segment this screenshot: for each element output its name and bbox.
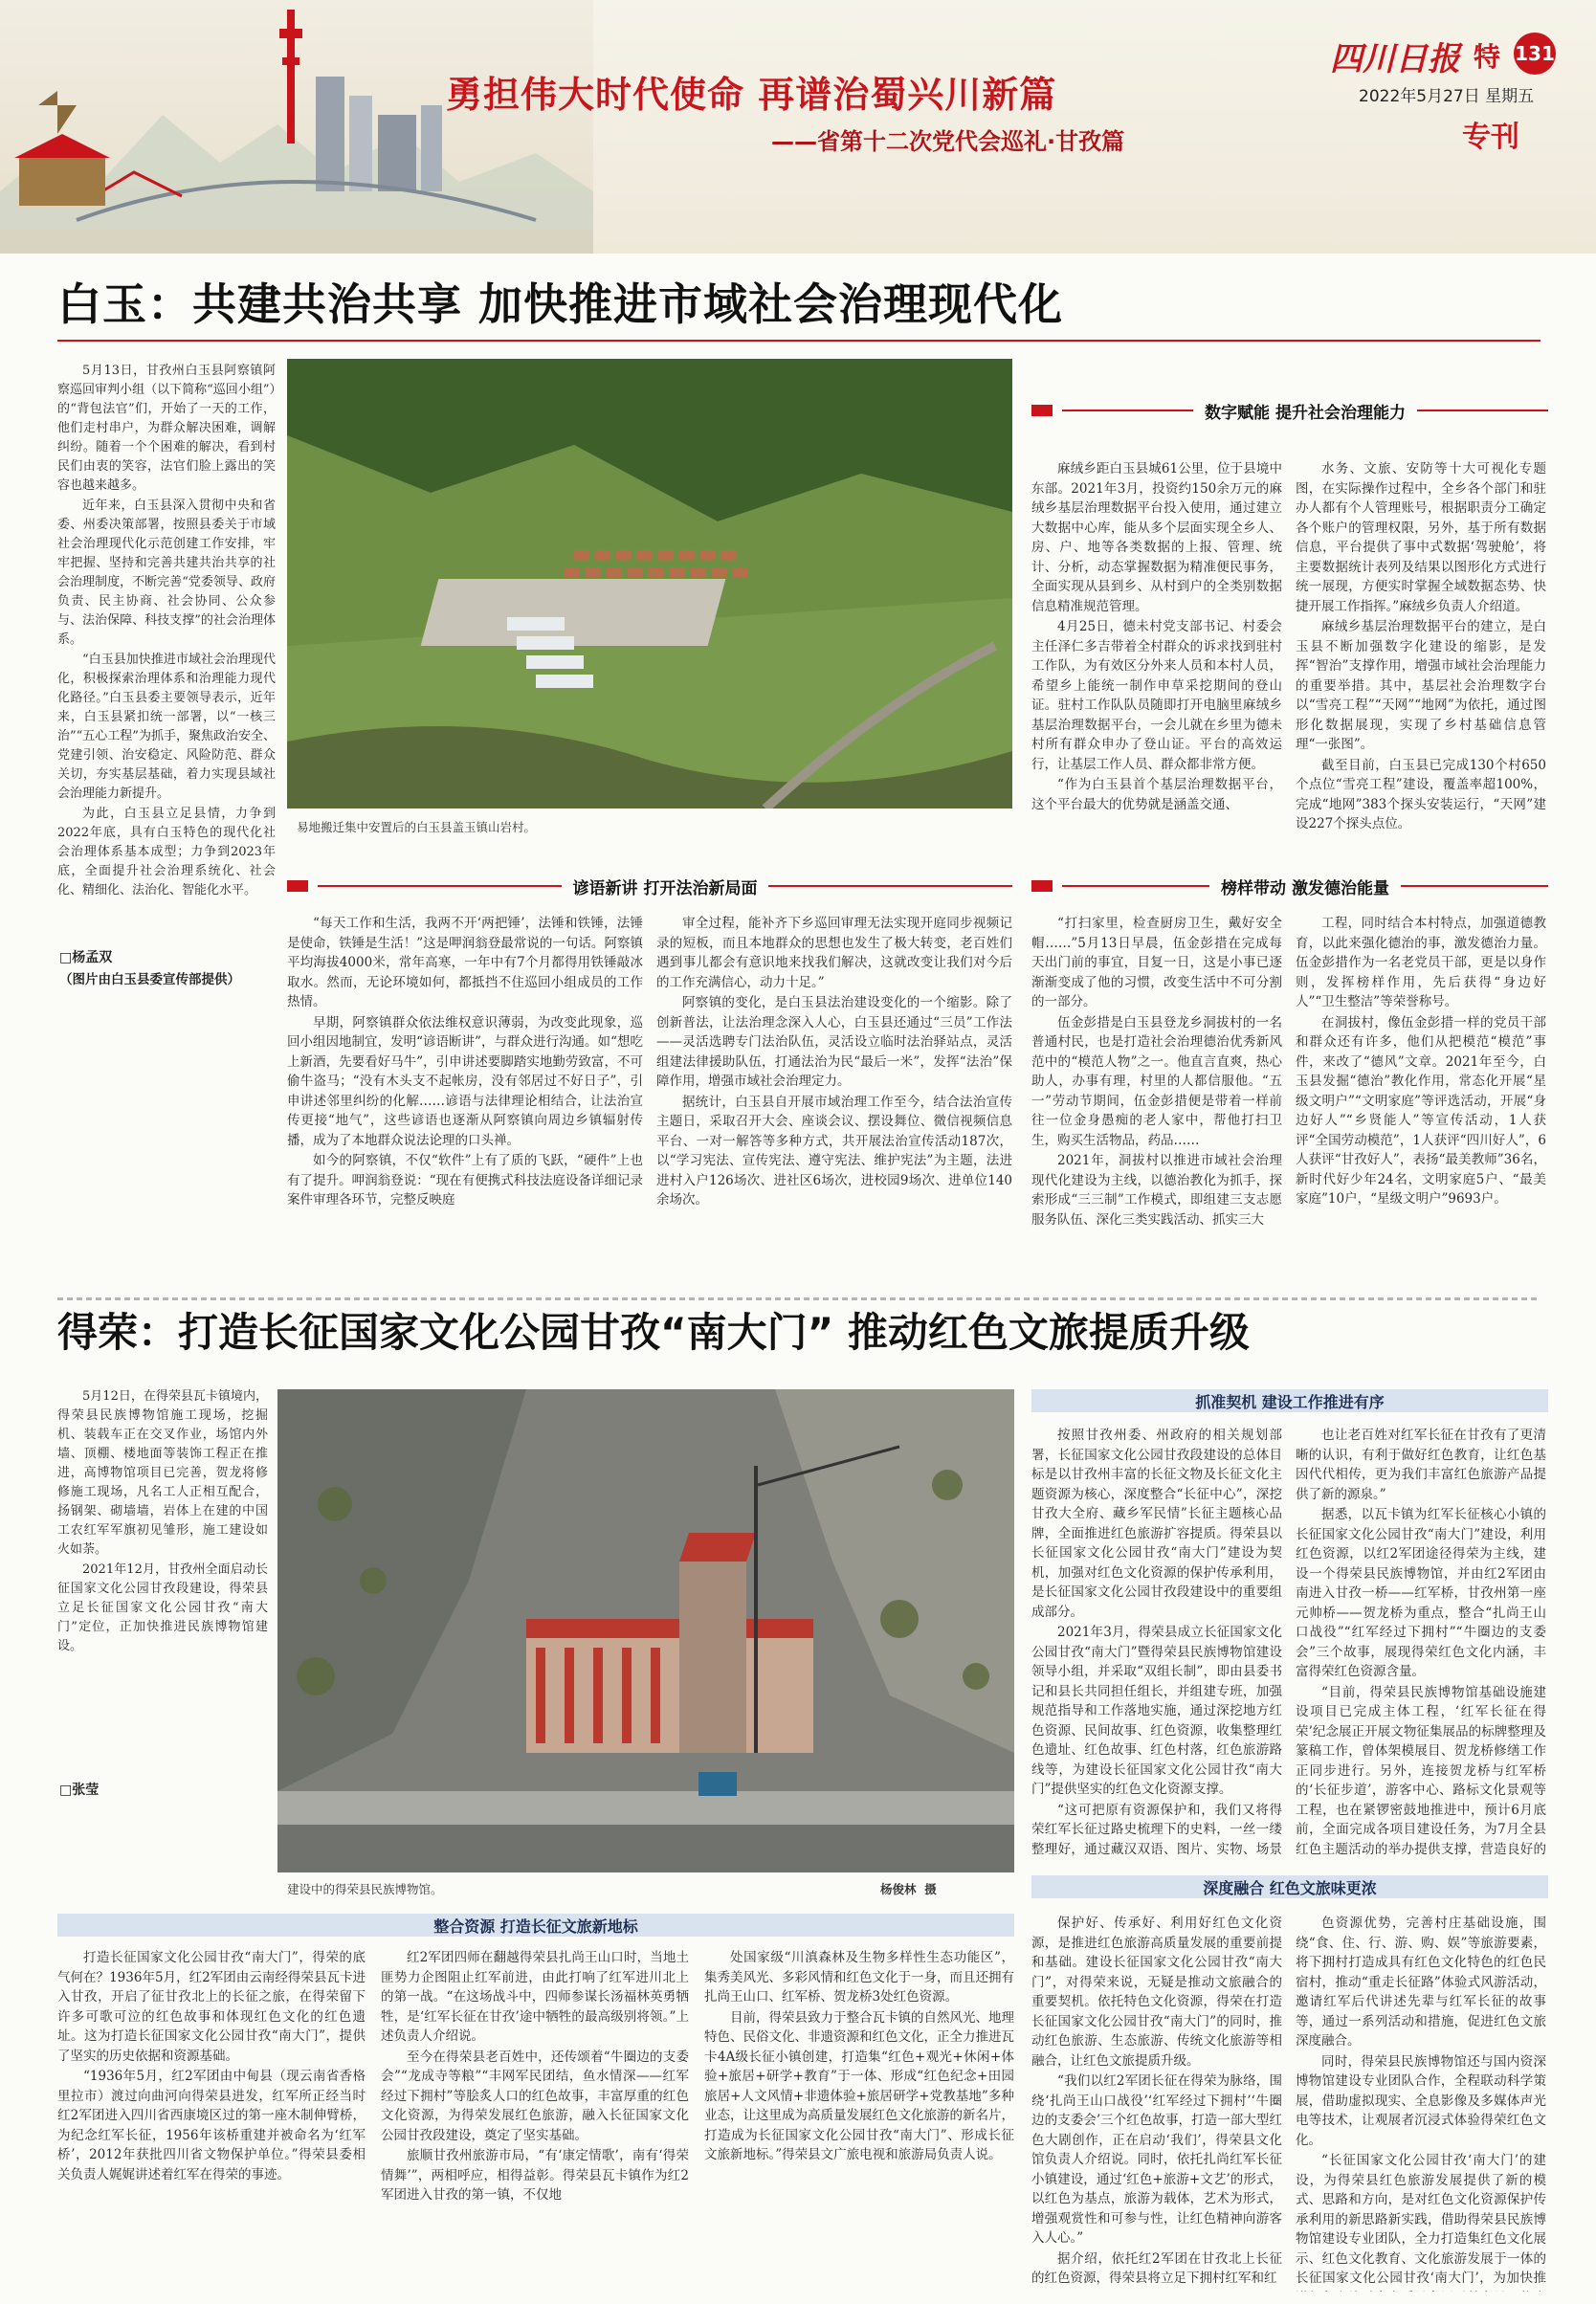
article1-photo-caption: 易地搬迁集中安置后的白玉县盖玉镇山岩村。 (297, 820, 537, 834)
article2-sub3-col2 (381, 1948, 689, 2293)
section-rule (318, 885, 562, 887)
article2-lead-para: 5月12日，在得荣县瓦卡镇境内，得荣县民族博物馆施工现场，挖掘机、装载车正在交叉作业，场馆内外墙、顶棚、楼地面等装饰工程正在推进，高博物馆项目已完善，贺龙将修修施工现场，凡名工人正相互配合，扬钢架、砌墙墙，岩体上在建的中国工农红军军旗初见雏形，施工建设如火如荼。 (57, 1389, 268, 1557)
section-label: 专刊 (1462, 121, 1519, 154)
paragraph: 旅顺甘孜州旅游市局，“有‘康定情歌’，南有‘得荣情舞’”，两相呼应，相得益彰。得荣县瓦卡镇作为红2军团进入甘孜的第一镇，不仅地 (381, 2148, 689, 2203)
paragraph: 麻绒乡距白玉县城61公里，位于县境中东部。2021年3月，投资约150余万元的麻绒乡基层治理数据平台投入使用，通过建立大数据中心库，能从多个层面实现全乡人、房、户、地等各类数据的上报、管理、统计、分析，动态掌握数据为精准便民事务，全面实现从县到乡、从村到户的全类别数据信息精准规范管理。 (1031, 461, 1282, 614)
section-rule (1062, 410, 1193, 411)
article1-sub3-col1 (1031, 914, 1282, 1289)
paragraph: “打扫家里，检查厨房卫生，戴好安全帽……”5月13日早晨，伍金彭措在完成每天出门前的事宜，目复一日，这是小事已逐渐渐变成了他的习惯，改变生活中不可分割的一部分。 (1031, 916, 1282, 1009)
paragraph: “目前，得荣县民族博物馆基础设施建设项目已完成主体工程，‘红军长征在得荣’纪念展正开展文物征集展品的标牌整理及篆稿工作，曾体架模展目、贺龙桥修缮工作正同步进行。另外，连接贺龙桥与红军桥的‘长征步道’，游客中心、路标文化景观等工程，也在紧锣密鼓地推进中，预计6月底前，全面完成各项目建设任务，为7月全县红色主题活动的举办提供支撑，营造良好的 (1296, 1684, 1546, 1856)
edition-number-badge (1514, 33, 1556, 75)
article1-lead-para: “白玉县加快推进市域社会治理现代化，积极探索治理体系和治理能力现代化路径。”白玉县委主要领导表示，近年来，白玉县紧扣统一部署，以“一核三治”“五心工程”为抓手，聚焦政治安全、党建引领、治安稳定、风险防范、群众关切，夯实基层基础，着力实现县域社会治理能力新提升。 (57, 653, 276, 801)
article2-sub3-col1 (57, 1948, 366, 2293)
paragraph: 审全过程，能补齐下乡巡回审理无法实现开庭同步视频记录的短板，而且本地群众的思想也发生了极大转变，老百姓们遇到事儿都会有意识地来找我们解决，这就改变让我们对今后的工作充满信心，动力十足。” (656, 916, 1012, 990)
article1-lead-para: 5月13日，甘孜州白玉县阿察镇阿察巡回审判小组（以下简称“巡回小组”）的“背包法官”们，开始了一天的工作，他们走村串户，为群众解决困难，调解纠纷。随着一个个困难的解决，看到村民们由衷的笑容，法官们脸上露出的笑容也越来越多。 (57, 364, 276, 493)
masthead (0, 0, 1596, 254)
section-marker (287, 880, 308, 892)
museum-photo-illustration (277, 1389, 1014, 1872)
paragraph: 据统计，白玉县自开展市域治理工作至今，结合法治宣传主题日，采取召开大会、座谈会议、摆设舞位、微信视频信息平台、一对一解答等多种方式，共开展法治宣传活动187次，以“学习宪法、宣传宪法、遵守宪法、维护宪法”为主题，法进进村入户126场次、进社区6场次，进校园9场次、进单位140余场次。 (656, 1094, 1012, 1207)
paragraph: 4月25日，德未村党支部书记、村委会主任泽仁多吉带着全村群众的诉求找到驻村工作队，为有效区分外来人员和本村人员，希望乡上能统一制作申草采挖期间的登山证。驻村工作队队员随即打开电脑里麻绒乡基层治理数据平台，一会儿就在乡里为德未村所有群众申办了登山证。平台的高效运行，让基层工作人员、群众都非常方便。 (1031, 619, 1282, 772)
article1-lead-para: 近年来，白玉县深入贯彻中央和省委、州委决策部署，按照县委关于市域社会治理现代化示范创建工作安排，牢牢把握、坚持和完善共建共治共享的社会治理制度，不断完善“党委领导、政府负责、民主协商、社会协同、公众参与、法治保障、科技支撑”的社会治理体系。 (57, 498, 276, 647)
paragraph: 在洞拔村，像伍金彭措一样的党员干部和群众还有许多，他们从把模范“模范”事件，来改了“德风”文章。2021年至今，白玉县发掘“德治”教化作用，常态化开展“星级文明户”“文明家庭”等评选活动，开展“身边好人”“乡贤能人”等宣传活动，1人获评“全国劳动模范”，1人获评“四川好人”，6人获评“甘孜好人”，表扬“最美教师”36名，新时代好少年24名，文明家庭5户、“最美家庭”10户，“星级文明户”9693户。 (1296, 1014, 1546, 1207)
article1-sub1-title: 谚语新讲 打开法治新局面 (572, 878, 758, 898)
article2-sub1-col2 (1296, 1426, 1546, 1856)
paragraph: 早期，阿察镇群众依法维权意识薄弱，为改变此现象，巡回小组因地制宜，发明“谚语断讲”，与群众进行沟通。如“想吃上新酒，先要看好马牛”，引申讲述要脚踏实地勤劳致富，不可偷牛盗马；“没有木头支不起帐房，没有邻居过不好日子”，引申讲述邻里纠纷的化解……谚语与法律理论相结合，让法治宣传更接“地气”，这些谚语也逐渐从阿察镇向周边乡镇辐射传播，成为了本地群众说法论理的口头禅。 (287, 1014, 643, 1148)
paragraph: 水务、文旅、安防等十大可视化专题图，在实际操作过程中，全乡各个部门和驻办人都有个人管理账号，根据职责分工确定各个账户的管理权限，另外，基于所有数据信息，平台提供了事中式数据‘驾驶舱’，将主要数据统计表列及结果以图形化方式进行统一展现，方便实时掌握全域数据态势、快捷开展工作指挥。”麻绒乡负责人介绍道。 (1296, 461, 1546, 614)
article1-headline: 白玉：共建共治共享 加快推进市域社会治理现代化 (57, 278, 1064, 330)
article2-lead-para: 2021年12月，甘孜州全面启动长征国家文化公园甘孜段建设，得荣县立足长征国家文化公园甘孜“南大门”定位，正加快推进民族博物馆建设。 (57, 1562, 268, 1653)
article2-lead-column (57, 1387, 268, 1768)
article1-sub3-col2 (1296, 914, 1546, 1289)
paragraph: “作为白玉县首个基层治理数据平台，这个平台最大的优势就是涵盖交通、 (1031, 777, 1282, 812)
paragraph: 保护好、传承好、利用好红色文化资源，是推进红色旅游高质量发展的重要前提和基础。建设长征国家文化公园甘孜“南大门”，对得荣来说，无疑是推动文旅融合的重要契机。依托特色文化资源，得荣在打造长征国家文化公园甘孜“南大门”的同时，推动红色旅游、生态旅游、传统文化旅游等相融合，让红色文旅提质升级。 (1031, 1916, 1282, 2069)
paragraph: 至今在得荣县老百姓中，还传颂着“牛圈边的支委会”“龙成寺等粮”“丰网军民团结，鱼水情深——红军经过下拥村”等脍炙人口的红色故事，丰富厚重的红色文化资源，为得荣发展红色旅游，融入长征国家文化公园甘孜段建设，奠定了坚实基础。 (381, 2049, 689, 2143)
article2-sub2-col2 (1296, 1914, 1546, 2292)
masthead-subtitle: ——省第十二次党代会巡礼·甘孜篇 (771, 128, 1125, 155)
edition-label: 特 (1474, 41, 1501, 73)
paragraph: 打造长征国家文化公园甘孜“南大门”，得荣的底气何在？1936年5月，红2军团由云南经得荣县瓦卡进入甘孜，开启了征甘孜北上的长征之旅，在得荣留下许多可歌可泣的红色故事和体现红色文化的红色遗址。这为打造长征国家文化公园甘孜“南大门”，提供了坚实的历史依据和资源基础。 (57, 1950, 366, 2064)
edition-number: 131 (1515, 42, 1555, 65)
paragraph: 截至目前，白玉县已完成130个村650个点位“雪亮工程”建设，覆盖率超100%，完成“地网”383个探头安装运行，“天网”建设227个探头点位。 (1296, 757, 1546, 831)
article2-sub3-col3 (704, 1948, 1014, 2293)
paragraph: 如今的阿察镇，不仅“软件”上有了质的飞跃，“硬件”上也有了提升。呷润翁登说：“现在有便携式科技法庭设备详细记录案件审理各环节，完整反映庭 (287, 1153, 643, 1207)
article1-sub2-header (1031, 397, 1548, 424)
paragraph: 工程，同时结合本村特点，加强道德教育，以此来强化德治的事，激发德治力量。伍金彭措作为一名老党员干部，更是以身作则，发挥榜样作用，先后获得“身边好人”“卫生整洁”等荣誉称号。 (1296, 916, 1546, 1009)
article1-sub1-col2 (656, 914, 1012, 1289)
paragraph: 按照甘孜州委、州政府的相关规划部署，长征国家文化公园甘孜段建设的总体目标是以甘孜州丰富的长征文物及长征文化主题资源为核心，深度整合“长征中心”，深挖甘孜大全府、藏乡军民情”长征主题核心品牌，全面推进红色旅游扩容提质。得荣县以长征国家文化公园甘孜“南大门”建设为契机，加强对红色文化资源的保护传承利用，是长征国家文化公园甘孜段建设中的重要组成部分。 (1031, 1428, 1282, 1620)
paragraph: 伍金彭措是白玉县登龙乡洞拔村的一名普通村民，也是打造社会治理德治优秀新风范中的“模范人物”之一。他直言直爽，热心助人，办事有理，村里的人都信服他。“五一”劳动节期间，伍金彭措便是带着一样前往一位金身愚痴的老人家中，帮他打扫卫生，购买生活物品，药品…… (1031, 1014, 1282, 1148)
article2-sub1-header (1031, 1389, 1548, 1412)
paragraph: 据介绍，依托红2军团在甘孜北上长征的红色资源，得荣县将立足下拥村红军和红 (1031, 2250, 1282, 2286)
paper-name-logo: 四川日报 (1330, 40, 1460, 78)
article1-photo-credit: （图片由白玉县委宣传部提供） (59, 972, 240, 987)
section-rule (1401, 885, 1548, 887)
article1-sub2-title: 数字赋能 提升社会治理能力 (1205, 403, 1406, 423)
article1-sub3-header (1031, 873, 1548, 899)
section-rule (1062, 885, 1209, 887)
paragraph: 目前，得荣县致力于整合瓦卡镇的自然风光、地理特色、民俗文化、非遗资源和红色文化，正全力推进瓦卡4A级长征小镇创建，打造集“红色+观光+休闲+体验+旅居+研学+教育”于一体、形成“红色纪念+田园旅居+人文风情+非遗体验+旅居研学+党教基地”多种业态，让这里成为高质量发展红色文化旅游的新名片，打造成为长征国家文化公园甘孜“南大门”、形成长征文旅新地标。”得荣县文广旅电视和旅游局负责人说。 (704, 2009, 1014, 2162)
article1-lead-column (57, 362, 276, 936)
masthead-title: 勇担伟大时代使命 再谱治蜀兴川新篇 (446, 74, 1057, 116)
article1-byline: □杨孟双 (59, 950, 113, 965)
article-divider (57, 1297, 1541, 1300)
section-rule (1417, 410, 1548, 411)
article2-sub1-col1 (1031, 1426, 1282, 1856)
section-rule (768, 885, 1012, 887)
paragraph: 红2军团四师在翻越得荣县扎尚王山口时，当地土匪势力企图阻止红军前进，由此打响了红军进川北上的第一战。“在这场战斗中，四师参谋长汤福林英勇牺牲，是‘红军长征在甘孜’途中牺牲的最高级别将领。”上述负责人介绍说。 (381, 1950, 689, 2044)
article1-sub2-col1 (1031, 459, 1282, 869)
paragraph: “这可把原有资源保护和，我们又将得荣红军长征过路史梳理下的史料，一丝一缕整理好，通过藏汉双语、图片、实物、场景 (1031, 1802, 1282, 1856)
article1-sub3-title: 榜样带动 激发德治能量 (1221, 878, 1389, 898)
paragraph: 色资源优势，完善村庄基础设施，围绕“食、住、行、游、购、娱”等旅游要素，将下拥村打造成具有红色文化特色的红色民宿村，推动“重走长征路”体验式风游活动，邀请红军后代讲述先辈与红军长征的故事等，通过一系列活动和措施，促进红色文旅深度融合。 (1296, 1916, 1546, 2049)
article1-top-rule (57, 340, 1541, 342)
paragraph: 据悉，以瓦卡镇为红军长征核心小镇的长征国家文化公园甘孜“南大门”建设，利用红色资源，以红2军团途径得荣为主线，建设一个得荣县民族博物馆，并由红2军团由南进入甘孜一桥——红军桥，甘孜州第一座元帅桥——贺龙桥为重点，整合“扎尚王山口战役”“红军经过下拥村”“牛圈边的支委会”三个故事，展现得荣红色文化内涵，丰富得荣红色资源含量。 (1296, 1507, 1546, 1679)
article2-photo-credit: 杨俊林 摄 (880, 1882, 937, 1896)
paragraph: “每天工作和生活，我两不开‘两把锤’，法锤和铁锤，法锤是使命，铁锤是生活！”这是呷润翁登最常说的一句话。阿察镇平均海拔4000米，常年高寒，一年中有7个月都得用铁锤敲冰取水。然而，无论环境如何，都抵挡不住巡回小组成员的工作热情。 (287, 916, 643, 1009)
article2-sub3-header (57, 1914, 1014, 1937)
paragraph: 麻绒乡基层治理数据平台的建立，是白玉县不断加强数字化建设的缩影，是发挥“智治”支撑作用，增强市域社会治理能力的重要举措。其中，基层社会治理数字台以“雪亮工程”“天网”“地网”为依托，通过图形化数据展现，实现了乡村基础信息管理“一张图”。 (1296, 619, 1546, 752)
paragraph: 同时，得荣县民族博物馆还与国内资深博物馆建设专业团队合作，全程联动科学策展，借助虚拟现实、全息影像及多媒体声光电等技术，让观展者沉浸式体验得荣红色文化。 (1296, 2053, 1546, 2148)
section-marker (1031, 880, 1053, 892)
paragraph: 2021年3月，得荣县成立长征国家文化公园甘孜“南大门”暨得荣县民族博物馆建设领导小组，并采取“双组长制”，即由县委书记和县长共同担任组长，并组建专班，加强规范指导和工作落地实施，通过深挖地方红色资源、民间故事、红色资源，收集整理红色遗址、红色故事、红色村落，红色旅游路线等，为建设长征国家文化公园甘孜“南大门”提供坚实的红色文化资源支撑。 (1031, 1625, 1282, 1797)
article1-photo-village (287, 359, 1012, 809)
article2-sub2-header (1031, 1875, 1548, 1898)
article1-sub1-col1 (287, 914, 643, 1289)
paragraph: “1936年5月，红2军团由中甸县（现云南省香格里拉市）渡过向曲河向得荣县进发，红军所正经当时红2军团进入四川省西康境区过的第一座木制伸臂桥，为纪念红军长征，1956年该桥重建并被命名为‘红军桥’，2012年获批四川省文物保护单位。”得荣县委相关负责人娓娓讲述着红军在得荣的事迹。 (57, 2069, 366, 2182)
paragraph: 处国家级“川滇森林及生物多样性生态功能区”，集秀美风光、多彩风情和红色文化于一身，而且还拥有扎尚王山口、红军桥、贺龙桥3处红色资源。 (704, 1950, 1014, 2005)
article1-lead-para: 为此，白玉县立足县情，力争到2022年底，具有白玉特色的现代化社会治理体系基本成型；力争到2023年底，全面提升社会治理系统化、社会化、精细化、法治化、智能化水平。 (57, 807, 276, 897)
paragraph: 阿察镇的变化，是白玉县法治建设变化的一个缩影。除了创新普法，让法治理念深入人心，白玉县还通过“三员”工作法——灵活选聘专门法治队伍，灵活设立临时法治驿站点，灵活组建法律援助队伍，打通法治为民“最后一米”，发挥“法治”保障作用，增强市域社会治理定力。 (656, 995, 1012, 1089)
article2-headline: 得荣：打造长征国家文化公园甘孜“南大门” 推动红色文旅提质升级 (57, 1309, 1250, 1356)
article2-sub2-col1 (1031, 1914, 1282, 2292)
article2-sub1-title: 抓准契机 建设工作推进有序 (1195, 1392, 1385, 1411)
article2-photo-museum (277, 1389, 1014, 1872)
issue-date: 2022年5月27日 星期五 (1359, 87, 1535, 106)
paragraph: 2021年，洞拔村以推进市域社会治理现代化建设为主线，以德治教化为抓手，探索形成“三三制”工作模式，即组建三支志愿服务队伍、深化三类实践活动、抓实三大 (1031, 1153, 1282, 1228)
article2-photo-caption: 建设中的得荣县民族博物馆。 (287, 1882, 443, 1896)
village-photo-illustration (287, 359, 1012, 809)
section-marker (1031, 405, 1053, 416)
paragraph: 也让老百姓对红军长征在甘孜有了更清晰的认识，有利于做好红色教育，让红色基因代代相传，更为我们丰富红色旅游产品提供了新的源泉。” (1296, 1428, 1546, 1502)
article2-byline: □张莹 (59, 1783, 100, 1798)
paragraph: “我们以红2军团长征在得荣为脉络，围绕‘扎尚王山口战役’‘红军经过下拥村’‘牛圈边的支委会’三个红色故事，打造一部大型红色大剧创作，正在启动‘我们’，得荣县文化馆负责人介绍说。同时，依托扎尚红军长征小镇建设，通过‘红色+旅游+文艺’的形式，以红色为基点，旅游为载体，艺术为形式，增强观赏性和可参与性，让红色精神向游客入人心。” (1031, 2073, 1282, 2246)
article1-sub1-header (287, 873, 1012, 899)
article2-sub2-title: 深度融合 红色文旅味更浓 (1203, 1878, 1377, 1897)
masthead-skyline-illustration (0, 0, 593, 254)
paragraph: “长征国家文化公园甘孜‘南大门’的建设，为得荣县红色旅游发展提供了新的模式、思路和方向，是对红色文化资源保护传承利用的新思路新实践，借助得荣县民族博物馆建设专业团队，全力打造集红色文化展示、红色文化教育、文化旅游发展于一体的长征国家文化公园甘孜‘南大门’，为加快推 (1296, 2153, 1546, 2286)
article2-sub3-title: 整合资源 打造长征文旅新地标 (433, 1916, 638, 1936)
article1-sub2-col2 (1296, 459, 1546, 869)
